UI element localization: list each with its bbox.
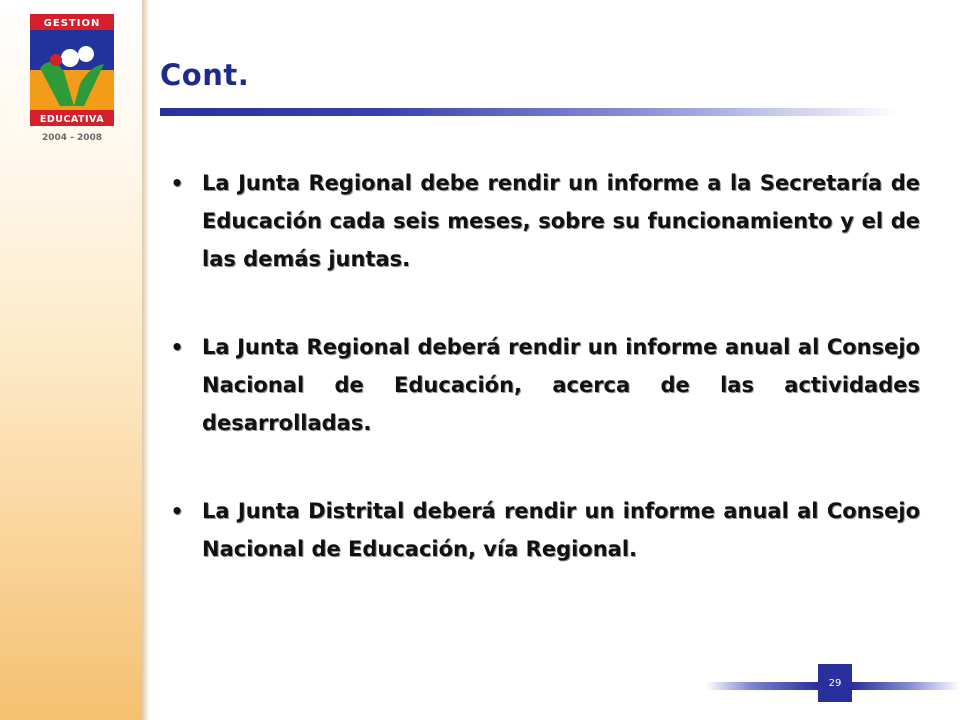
bullet-icon: • bbox=[170, 499, 184, 523]
footer-rule-left bbox=[706, 682, 818, 690]
sidebar-edge-shadow bbox=[142, 0, 150, 720]
bullet-icon: • bbox=[170, 335, 184, 359]
bullet-text: La Junta Regional deberá rendir un informe anual al Consejo Nacional de Educación, acerca de las actividades desarrolladas. bbox=[202, 335, 920, 435]
bullet-icon: • bbox=[170, 171, 184, 195]
logo-top-text: GESTION bbox=[43, 18, 101, 29]
title-underline bbox=[160, 108, 900, 116]
page-number: 29 bbox=[818, 664, 852, 702]
slide-title: Cont. bbox=[160, 58, 250, 92]
bullet-item bbox=[160, 492, 920, 568]
logo-bottom-text: EDUCATIVA bbox=[39, 114, 105, 125]
gestion-educativa-logo bbox=[30, 14, 114, 150]
bullet-list bbox=[160, 164, 920, 618]
bullet-item bbox=[160, 328, 920, 442]
bullet-text: La Junta Distrital deberá rendir un informe anual al Consejo Nacional de Educación, vía Regional. bbox=[202, 499, 920, 561]
bullet-text: La Junta Regional debe rendir un informe a la Secretaría de Educación cada seis meses, sobre su funcionamiento y el de las demás juntas. bbox=[202, 171, 920, 271]
logo-years: 2004 - 2008 bbox=[41, 133, 103, 143]
footer-rule-right bbox=[852, 682, 960, 690]
bullet-item bbox=[160, 164, 920, 278]
